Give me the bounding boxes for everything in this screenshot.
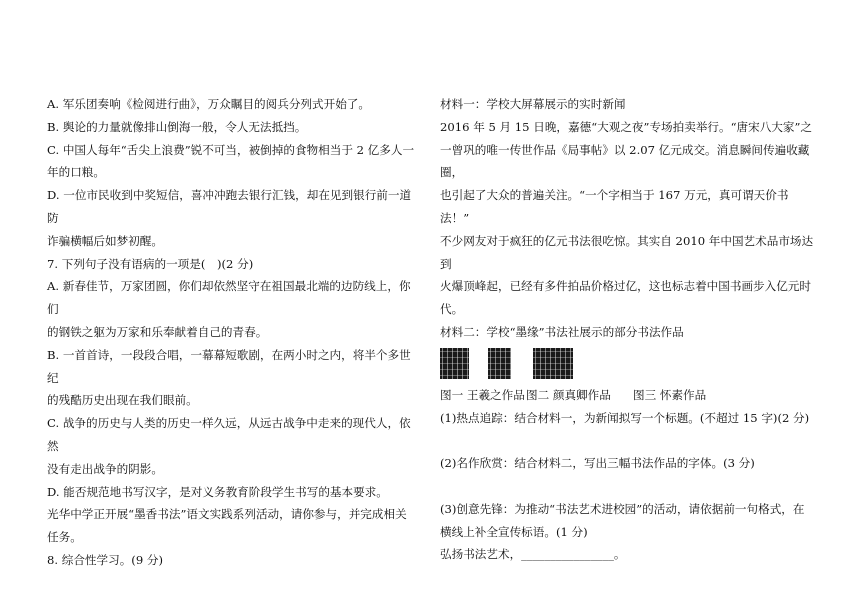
option-d-q6-line2: 诈骗横幅后如梦初醒。 (47, 233, 163, 248)
activity-intro-line1: 光华中学正开展“墨香书法”语文实践系列活动，请你参与，并完成相关 (47, 507, 407, 522)
calligraphy-image-3 (533, 348, 573, 379)
option-c-q7-line2: 没有走出战争的阴影。 (47, 461, 163, 476)
option-d-q7: D. 能否规范地书写汉字，是对义务教育阶段学生书写的基本要求。 (47, 484, 388, 499)
right-column (440, 93, 816, 566)
question-8-3-line2: 横线上补全宣传标语。(1 分) (440, 524, 588, 539)
material1-line2: 一曾巩的唯一传世作品《局事帖》以 2.07 亿元成交。消息瞬间传遍收藏圈， (440, 142, 810, 180)
option-c-q6-line1: C. 中国人每年“舌尖上浪费”锐不可当，被倒掉的食物相当于 2 亿多人一 (47, 142, 415, 157)
caption-1: 图一 王羲之作品 (440, 387, 525, 402)
option-c-q6-line2: 年的口粮。 (47, 165, 105, 180)
material1-line6: 代。 (440, 302, 464, 317)
caption-3: 图三 怀素作品 (633, 387, 707, 402)
calligraphy-image-1 (440, 348, 469, 379)
answer-space-2[interactable] (440, 475, 816, 498)
option-b-q6: B. 舆论的力量就像排山倒海一般，令人无法抵挡。 (47, 119, 307, 134)
option-b-q7-line2: 的残酷历史出现在我们眼前。 (47, 393, 198, 408)
option-a-q7-line1: A. 新春佳节，万家团圆，你们却依然坚守在祖国最北端的边防线上，你们 (47, 279, 411, 317)
material2-title: 材料二：学校“墨缘”书法社展示的部分书法作品 (440, 324, 684, 339)
caption-2: 图二 颜真卿作品 (526, 387, 611, 402)
calligraphy-image-2 (488, 348, 511, 379)
material1-line4: 不少网友对于疯狂的亿元书法很吃惊。其实自 2010 年中国艺术品市场达到 (440, 233, 814, 271)
question-7: 7. 下列句子没有语病的一项是( )(2 分) (47, 256, 254, 271)
question-8-3-line1: (3)创意先锋：为推动“书法艺术进校园”的活动，请依据前一句格式，在 (440, 501, 805, 516)
left-column (47, 93, 422, 572)
option-a-q7-line2: 的钢铁之躯为万家和乐奉献着自己的青春。 (47, 324, 268, 339)
option-b-q7-line1: B. 一首首诗，一段段合唱，一幕幕短歌剧，在两小时之内，将半个多世纪 (47, 347, 411, 385)
option-d-q6-line1: D. 一位市民收到中奖短信，喜冲冲跑去银行汇钱，却在见到银行前一道防 (47, 188, 412, 225)
option-a-q6: A. 军乐团奏响《检阅进行曲》，万众瞩目的阅兵分列式开始了。 (47, 97, 370, 111)
material1-line3: 也引起了大众的普遍关注。“一个字相当于 167 万元，真可谓天价书法！” (440, 188, 789, 225)
activity-intro-line2: 任务。 (47, 530, 82, 545)
figure-captions (440, 384, 816, 407)
question-8-2: (2)名作欣赏：结合材料二，写出三幅书法作品的字体。(3 分) (440, 456, 755, 471)
question-8: 8. 综合性学习。(9 分) (47, 552, 164, 567)
slogan-blank[interactable]: 弘扬书法艺术，________________。 (440, 547, 626, 562)
option-c-q7-line1: C. 战争的历史与人类的历史一样久远，从远古战争中走来的现代人，依然 (47, 416, 411, 453)
question-8-1: (1)热点追踪：结合材料一，为新闻拟写一个标题。(不超过 15 字)(2 分) (440, 410, 810, 425)
material1-line5: 火爆顶峰起，已经有多件拍品价格过亿，这也标志着中国书画步入亿元时 (440, 279, 812, 294)
answer-space-1[interactable] (440, 429, 816, 452)
material1-line1: 2016 年 5 月 15 日晚，嘉德“大观之夜”专场拍卖举行。“唐宋八大家”之 (440, 119, 813, 134)
material1-title: 材料一：学校大屏幕展示的实时新闻 (440, 97, 626, 111)
calligraphy-images (440, 348, 816, 382)
